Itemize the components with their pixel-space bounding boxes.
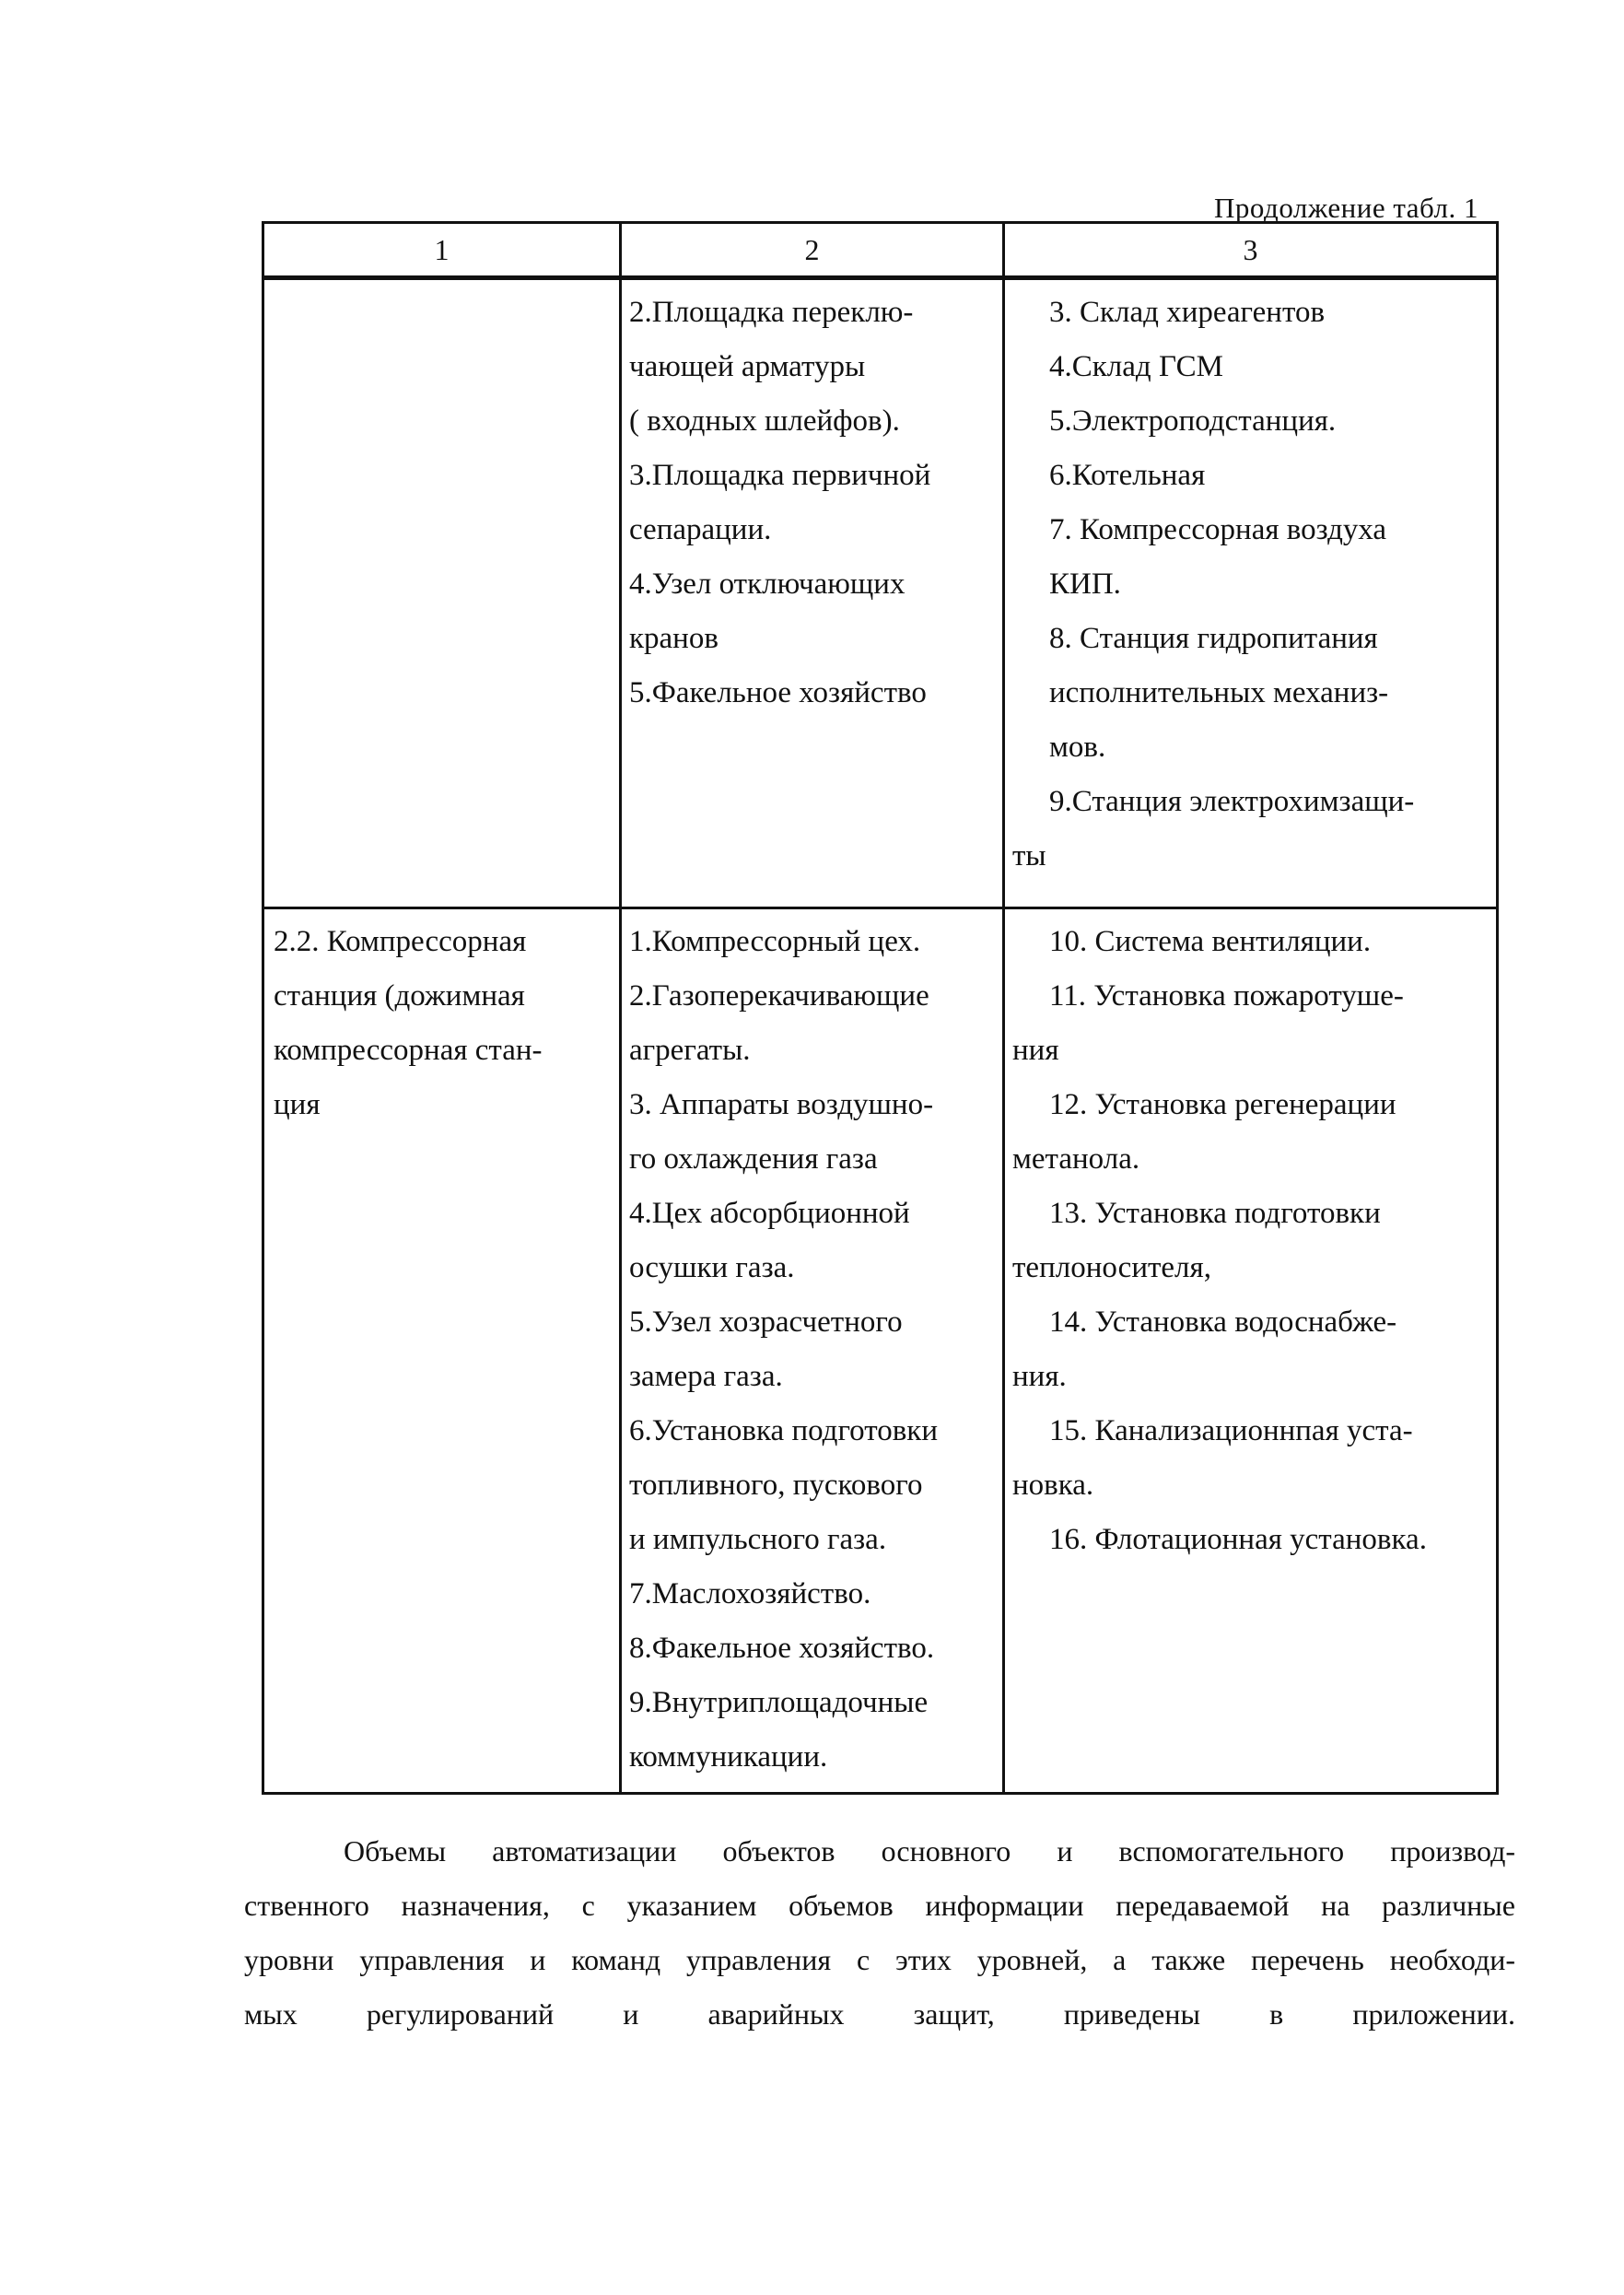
body-paragraph (244, 1824, 1515, 2042)
cell-line: чающей арматуры (629, 350, 866, 383)
cell-line: ния (1012, 1034, 1059, 1067)
cell-line: топливного, пускового (629, 1469, 923, 1502)
cell-line: го охлаждения газа (629, 1142, 878, 1176)
paragraph-line: ственного назначения, с указанием объемов информации передаваемой на различные (244, 1889, 1515, 1922)
cell-line: 3.Площадка первичной (629, 459, 931, 492)
cell-line: теплоносителя, (1012, 1251, 1211, 1284)
cell-line: новка. (1012, 1469, 1094, 1502)
cell-line: 8.Факельное хозяйство. (629, 1632, 935, 1665)
cell-line: 16. Флотационная установка. (1049, 1523, 1427, 1556)
cell-line: 12. Установка регенерации (1049, 1088, 1396, 1121)
paragraph-line: уровни управления и команд управления с этих уровней, а также перечень необходи- (244, 1943, 1515, 1976)
table-cell-row2-col1 (263, 908, 621, 1794)
table-header-row (263, 223, 1498, 278)
cell-line: 10. Система вентиляции. (1049, 925, 1372, 958)
cell-line: 11. Установка пожаротуше- (1049, 979, 1404, 1013)
cell-line: исполнительных механиз- (1049, 676, 1389, 709)
cell-line: 7. Компрессорная воздуха (1049, 513, 1387, 546)
cell-line: 9.Внутриплощадочные (629, 1686, 929, 1719)
cell-line: 4.Склад ГСМ (1049, 350, 1223, 383)
cell-line: ты (1012, 839, 1046, 872)
table-row (263, 278, 1498, 908)
table-cell-row2-col2 (621, 908, 1004, 1794)
cell-line: 5.Факельное хозяйство (629, 676, 927, 709)
cell-line: 1.Компрессорный цех. (629, 925, 921, 958)
cell-line: компрессорная стан- (274, 1034, 543, 1067)
cell-line: 8. Станция гидропитания (1049, 622, 1378, 655)
cell-line: мов. (1049, 731, 1106, 764)
cell-line: осушки газа. (629, 1251, 795, 1284)
cell-line: ция (274, 1088, 321, 1121)
cell-line: 5.Узел хозрасчетного (629, 1306, 903, 1339)
cell-line: 9.Станция электрохимзащи- (1049, 785, 1415, 818)
cell-line: ( входных шлейфов). (629, 404, 900, 438)
table-continuation-caption: Продолжение табл. 1 (1214, 192, 1478, 224)
cell-line: 3. Аппараты воздушно- (629, 1088, 934, 1121)
paragraph-line: мых регулирований и аварийных защит, приведены в приложении. (244, 1997, 1515, 2031)
cell-line: 4.Узел отключающих (629, 568, 905, 601)
cell-line: 6.Котельная (1049, 459, 1206, 492)
cell-line: 6.Установка подготовки (629, 1414, 938, 1447)
objects-table (262, 221, 1499, 1795)
cell-line: КИП. (1049, 568, 1121, 601)
table-cell-row1-col2 (621, 278, 1004, 908)
cell-line: и импульсного газа. (629, 1523, 887, 1556)
cell-line: кранов (629, 622, 719, 655)
paragraph-line: Объемы автоматизации объектов основного и вспомогательного производ- (344, 1834, 1515, 1868)
cell-line: ния. (1012, 1360, 1067, 1393)
cell-line: 2.Площадка переклю- (629, 296, 914, 329)
cell-line: 15. Канализационнпая уста- (1049, 1414, 1413, 1447)
header-col-2: 2 (621, 223, 1004, 278)
cell-line: агрегаты. (629, 1034, 751, 1067)
table-cell-row1-col1 (263, 278, 621, 908)
cell-line: метанола. (1012, 1142, 1140, 1176)
header-col-1: 1 (263, 223, 621, 278)
table-cell-row1-col3 (1004, 278, 1498, 908)
cell-line: сепарации. (629, 513, 772, 546)
cell-line: станция (дожимная (274, 979, 525, 1013)
table-cell-row2-col3 (1004, 908, 1498, 1794)
cell-line: 2.2. Компрессорная (274, 925, 527, 958)
cell-line: 4.Цех абсорбционной (629, 1197, 910, 1230)
cell-line: 3. Склад хиреагентов (1049, 296, 1326, 329)
cell-line: 14. Установка водоснабже- (1049, 1306, 1397, 1339)
cell-line: 2.Газоперекачивающие (629, 979, 929, 1013)
cell-line: 5.Электроподстанция. (1049, 404, 1337, 438)
cell-line: замера газа. (629, 1360, 783, 1393)
table-row (263, 908, 1498, 1794)
header-col-3: 3 (1004, 223, 1498, 278)
cell-line: 13. Установка подготовки (1049, 1197, 1381, 1230)
cell-line: коммуникации. (629, 1740, 828, 1774)
cell-line: 7.Маслохозяйство. (629, 1577, 871, 1610)
